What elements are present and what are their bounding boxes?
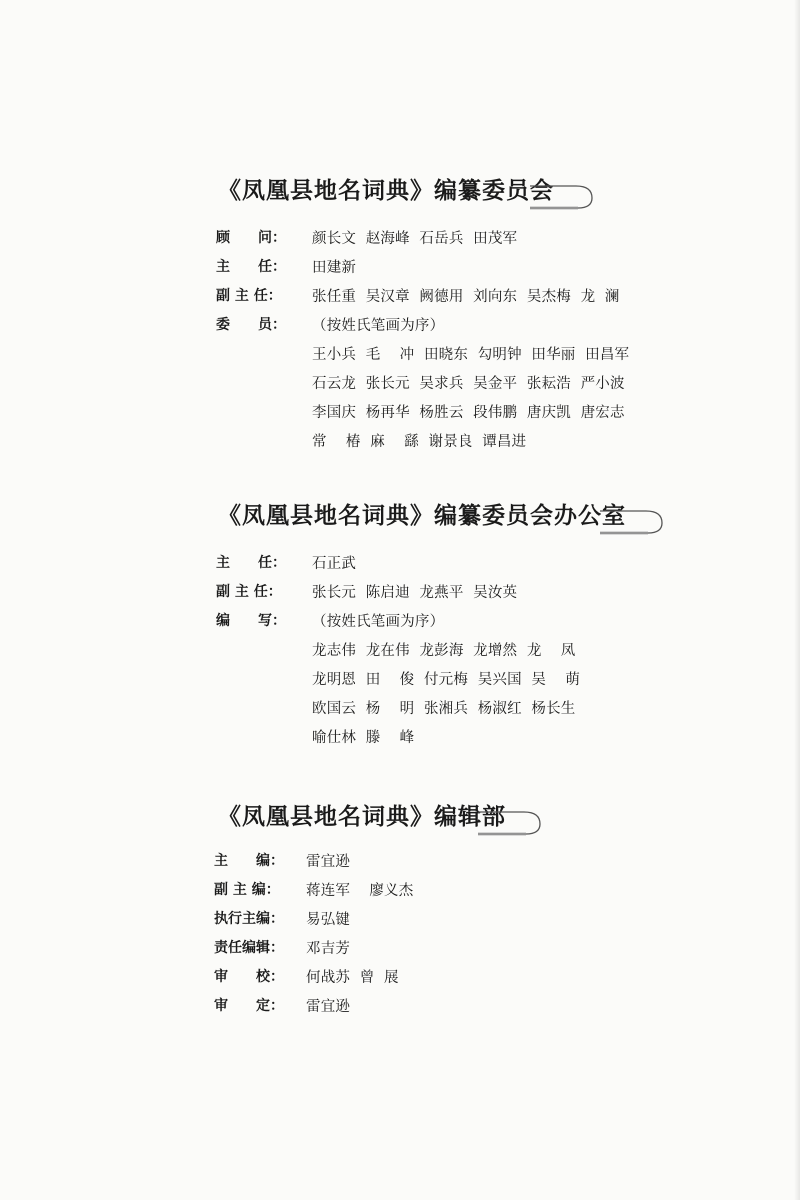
editorial-section xyxy=(0,798,800,1015)
row-label: 顾 问： xyxy=(216,230,286,246)
row-label: 审 定： xyxy=(214,998,284,1014)
title-decoration-line xyxy=(530,180,600,212)
row-label: 审 校： xyxy=(214,969,284,985)
editorial-row-chief-editor xyxy=(0,850,800,879)
row-label: 编 写： xyxy=(216,613,286,629)
committee-row-advisor xyxy=(0,227,800,256)
member-list-row xyxy=(0,639,800,668)
editorial-row-executive-editor xyxy=(0,908,800,937)
office-row-director xyxy=(0,552,800,581)
committee-row-deputy xyxy=(0,285,800,314)
row-value: 雷宜逊 xyxy=(306,999,351,1015)
row-label: 主 任： xyxy=(216,555,286,571)
member-names: 石云龙 张长元 吴求兵 吴金平 张耘浩 严小波 xyxy=(312,376,625,392)
member-names: 龙志伟 龙在伟 龙彭海 龙增然 龙 凤 xyxy=(312,643,576,659)
member-list-row xyxy=(0,372,800,401)
row-value: 颜长文 赵海峰 石岳兵 田茂军 xyxy=(312,231,518,247)
row-value: 蒋连军 廖义杰 xyxy=(306,883,414,899)
committee-section xyxy=(0,172,800,450)
row-value: 田建新 xyxy=(312,260,357,276)
row-label: 副 主 任： xyxy=(216,584,282,600)
row-label: 副 主 任： xyxy=(216,288,282,304)
member-names: 龙明恩 田 俊 付元梅 吴兴国 吴 萌 xyxy=(312,672,581,688)
member-names: 李国庆 杨再华 杨胜云 段伟鹏 唐庆凯 唐宏志 xyxy=(312,405,625,421)
committee-row-members xyxy=(0,314,800,343)
editorial-title: 《凤凰县地名词典》编辑部 xyxy=(218,803,506,830)
editorial-row-proofreader xyxy=(0,966,800,995)
title-decoration-line xyxy=(478,806,548,838)
row-label: 责任编辑： xyxy=(214,940,284,956)
row-value: （按姓氏笔画为序） xyxy=(312,614,445,630)
office-title: 《凤凰县地名词典》编纂委员会办公室 xyxy=(218,502,626,529)
member-names: 常 椿 麻 繇 谢景良 谭昌进 xyxy=(312,434,527,450)
office-row-deputy xyxy=(0,581,800,610)
member-names: 王小兵 毛 冲 田晓东 勾明钟 田华丽 田昌军 xyxy=(312,347,630,363)
row-value: 张任重 吴汉章 阙德用 刘向东 吴杰梅 龙 澜 xyxy=(312,289,620,305)
row-value: 邓吉芳 xyxy=(306,941,351,957)
row-value: 雷宜逊 xyxy=(306,854,351,870)
row-label: 主 编： xyxy=(214,853,284,869)
member-list-row xyxy=(0,697,800,726)
committee-row-director xyxy=(0,256,800,285)
member-names: 欧国云 杨 明 张湘兵 杨淑红 杨长生 xyxy=(312,701,576,717)
row-label: 主 任： xyxy=(216,259,286,275)
committee-title: 《凤凰县地名词典》编纂委员会 xyxy=(218,177,554,204)
row-label: 副 主 编： xyxy=(214,882,280,898)
row-label: 委 员： xyxy=(216,317,286,333)
office-row-writers xyxy=(0,610,800,639)
row-value: 何战苏 曾 展 xyxy=(306,970,399,986)
member-list-row xyxy=(0,668,800,697)
member-names: 喻仕林 滕 峰 xyxy=(312,730,415,746)
row-label: 执行主编： xyxy=(214,911,284,927)
editorial-row-approver xyxy=(0,995,800,1024)
member-list-row xyxy=(0,726,800,755)
editorial-row-responsible-editor xyxy=(0,937,800,966)
member-list-row xyxy=(0,430,800,459)
row-value: 石正武 xyxy=(312,556,357,572)
title-decoration-line xyxy=(600,505,670,537)
row-value: 张长元 陈启迪 龙燕平 吴汝英 xyxy=(312,585,518,601)
row-value: （按姓氏笔画为序） xyxy=(312,318,445,334)
row-value: 易弘键 xyxy=(306,912,351,928)
member-list-row xyxy=(0,343,800,372)
editorial-row-deputy-editor xyxy=(0,879,800,908)
office-section xyxy=(0,497,800,746)
member-list-row xyxy=(0,401,800,430)
